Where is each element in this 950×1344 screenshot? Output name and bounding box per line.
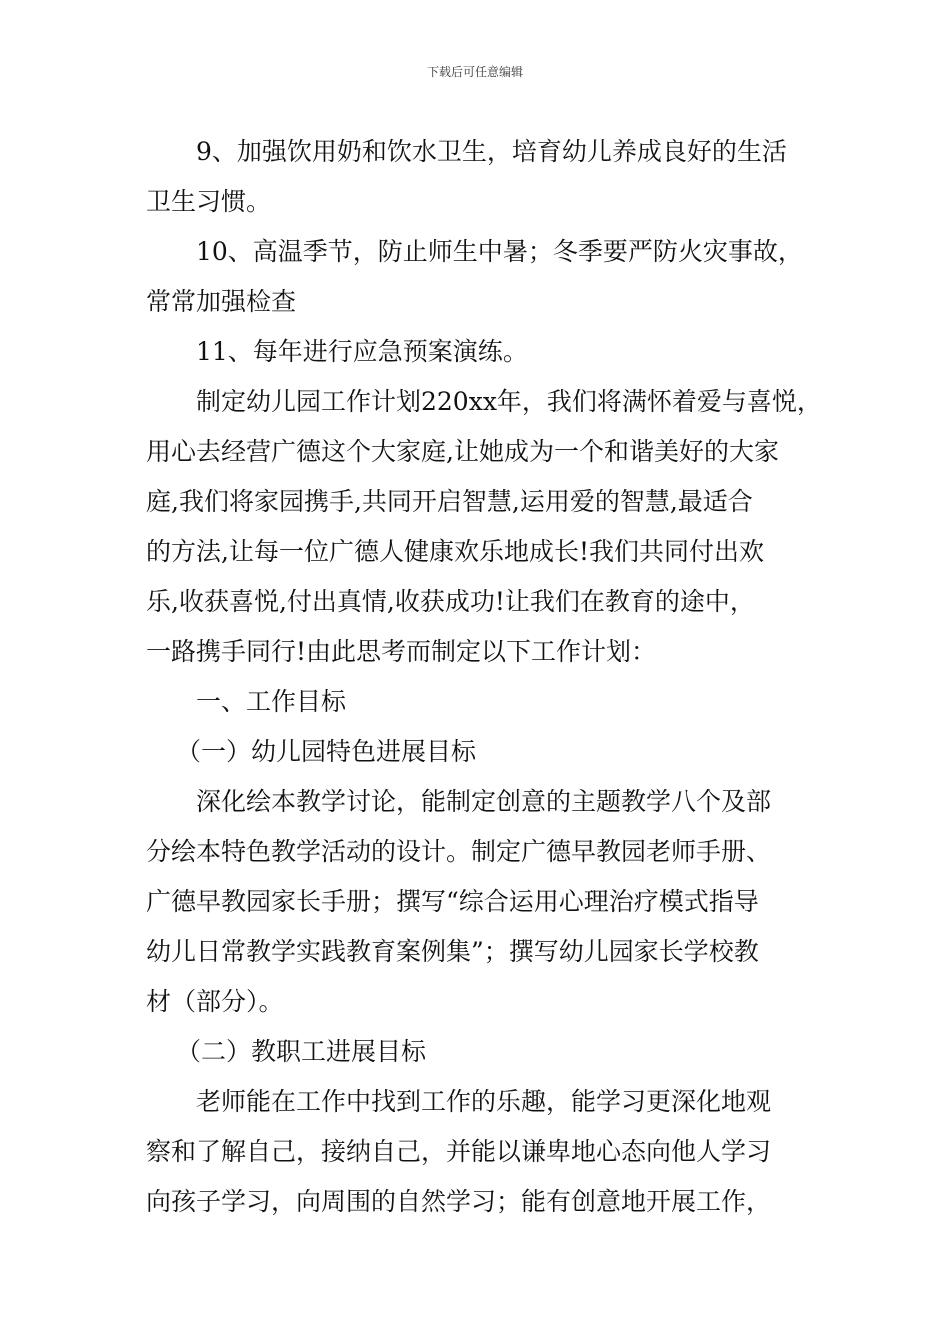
section-heading: 一、工作目标 (196, 687, 347, 716)
text-line: 乐,收获喜悦,付出真情,收获成功!让我们在教育的途中， (146, 587, 755, 616)
text-line: 幼儿日常教学实践教育案例集”；撰写幼儿园家长学校教 (146, 937, 759, 966)
text-line: 老师能在工作中找到工作的乐趣，能学习更深化地观 (196, 1087, 772, 1116)
text-line: 10、高温季节，防止师生中暑；冬季要严防火灾事故， (196, 237, 803, 266)
text-line: 卫生习惯。 (146, 187, 272, 216)
text-line: 制定幼儿园工作计划220xx年，我们将满怀着爱与喜悦， (196, 387, 822, 416)
text-line: 材（部分）。 (146, 987, 284, 1016)
subsection-heading: （二）教职工进展目标 (176, 1037, 427, 1066)
text-line: 用心去经营广德这个大家庭,让她成为一个和谐美好的大家 (146, 437, 779, 466)
text-line: 广德早教园家长手册；撰写“综合运用心理治疗模式指导 (146, 887, 759, 916)
text-line: 向孩子学习，向周围的自然学习；能有创意地开展工作， (146, 1187, 772, 1216)
text-line: 9、加强饮用奶和饮水卫生，培育幼儿养成良好的生活 (196, 137, 787, 166)
document-body (146, 127, 822, 1227)
text-line: 庭,我们将家园携手,共同开启智慧,运用爱的智慧,最适合 (146, 487, 753, 516)
text-line: 察和了解自己，接纳自己，并能以谦卑地心态向他人学习 (146, 1137, 772, 1166)
subsection-heading: （一）幼儿园特色进展目标 (176, 737, 477, 766)
page-header: 下载后可任意编辑 (426, 65, 523, 79)
text-line: 11、每年进行应急预案演练。 (196, 337, 528, 366)
text-line: 深化绘本教学讨论，能制定创意的主题教学八个及部 (196, 787, 772, 816)
text-line: 的方法,让每一位广德人健康欢乐地成长!我们共同付出欢 (146, 537, 764, 566)
text-line: 常常加强检查 (146, 287, 297, 316)
text-line: 一路携手同行!由此思考而制定以下工作计划： (146, 637, 657, 666)
text-line: 分绘本特色教学活动的设计。制定广德早教园老师手册、 (146, 837, 772, 866)
